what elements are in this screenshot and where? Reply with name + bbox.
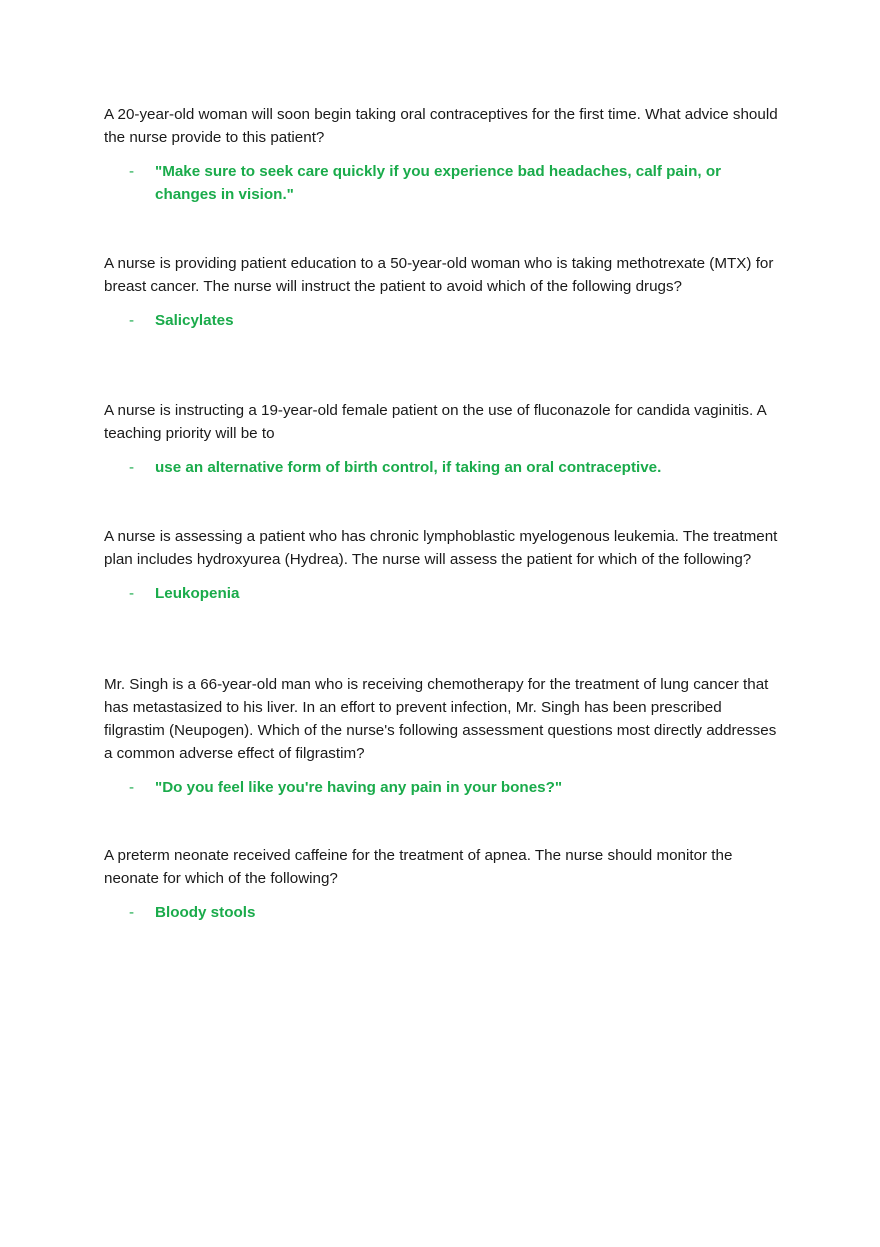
answer-item [104,160,784,206]
answer-text: Leukopenia [155,585,240,602]
bullet-dash: - [129,459,135,476]
question-text: A nurse is assessing a patient who has chronic lymphoblastic myelogenous leukemia. The treatment plan includes hydroxyurea (Hydrea). The nurse will assess the patient for which of the following? [104,528,778,568]
qa-item [104,525,784,605]
bullet-dash: - [129,904,135,921]
bullet-dash: - [129,312,135,329]
answer-item [104,901,784,924]
question-text: A nurse is providing patient education to a 50-year-old woman who is taking methotrexate (MTX) for breast cancer. The nurse will instruct the patient to avoid which of the following drugs? [104,255,774,295]
answer-text: Bloody stools [155,904,256,921]
answer-text: use an alternative form of birth control, if taking an oral contraceptive. [155,459,662,476]
question-text: A preterm neonate received caffeine for the treatment of apnea. The nurse should monitor the neonate for which of the following? [104,847,733,887]
answer-item [104,456,784,479]
answer-item [104,582,784,605]
bullet-dash: - [129,585,135,602]
bullet-dash: - [129,779,135,796]
answer-item [104,309,784,332]
qa-item [104,673,784,799]
qa-item [104,844,784,924]
qa-item [104,252,784,332]
question-text: A nurse is instructing a 19-year-old female patient on the use of fluconazole for candida vaginitis. A teaching priority will be to [104,402,766,442]
answer-text: "Make sure to seek care quickly if you experience bad headaches, calf pain, or changes in vision." [155,163,722,203]
question-text: Mr. Singh is a 66-year-old man who is receiving chemotherapy for the treatment of lung cancer that has metastasized to his liver. In an effort to prevent infection, Mr. Singh has been prescribed filgrastim (Neupogen). Which of the nurse's following assessment questions most directly addresses a common adverse effect of filgrastim? [104,676,777,762]
bullet-dash: - [129,163,135,180]
answer-item [104,776,784,799]
answer-text: Salicylates [155,312,234,329]
answer-text: "Do you feel like you're having any pain in your bones?" [155,779,563,796]
qa-item [104,103,784,206]
qa-item [104,399,784,479]
question-text: A 20-year-old woman will soon begin taking oral contraceptives for the first time. What advice should the nurse provide to this patient? [104,106,778,146]
